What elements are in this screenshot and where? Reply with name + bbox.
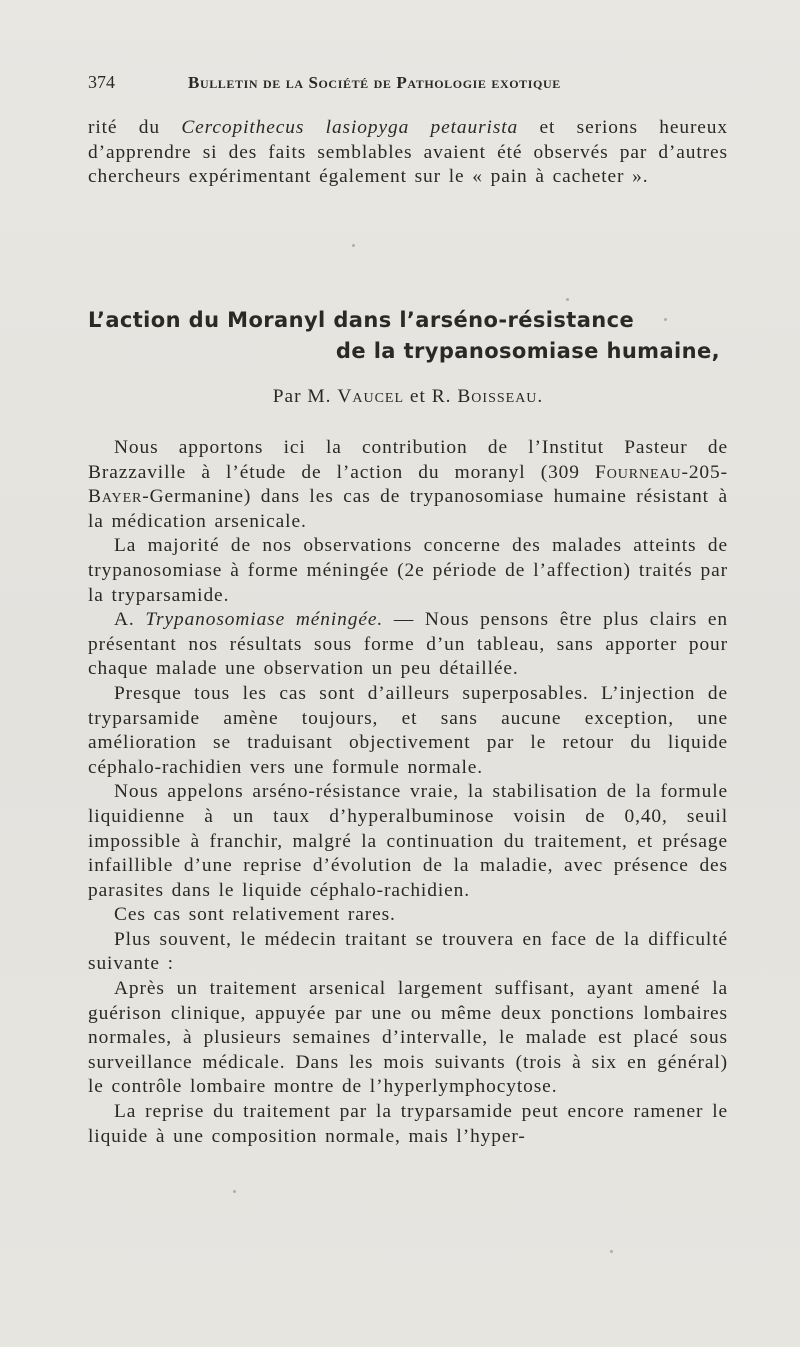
paragraph-7: Plus souvent, le médecin traitant se trouvera en face de la difficulté suivante : [88,928,728,975]
article-body [88,436,728,1149]
page-number: 374 [88,72,115,92]
byline: Par M. Vaucel et R. Boisseau. [272,386,544,407]
paragraph-2: La majorité de nos observations concerne des malades atteints de trypanosomiase à forme méningée (2e période de l’affection) traités par la tryparsamide. [88,535,728,606]
section-heading-meningee: Trypanosomiase méningée. [145,609,384,631]
paragraph-4: Presque tous les cas sont d’ailleurs superposables. L’injection de tryparsamide amène toujours, et sans aucune exception, une amélioration se traduisant objectivement par le retour du liquide céphalo-rachidien vers une formule normale. [88,682,728,778]
paragraph-1: Nous apportons ici la contribution de l’Institut Pasteur de Brazzaville à l’étude de l’action du moranyl (309 Fourneau-205-Bayer-Germanine) dans les cas de trypanosomiase humaine résistant à la médication arsenicale. [88,437,728,532]
author-boisseau: Boisseau [457,386,538,407]
paper-speck [566,298,569,301]
paper-speck [664,318,667,321]
paper-speck [233,1190,236,1193]
paper-speck [610,1250,613,1253]
article-title [88,305,728,367]
paragraph-5: Nous appelons arséno-résistance vraie, la stabilisation de la formule liquidienne à un taux d’hyperalbuminose voisin de 0,40, seuil impossible à franchir, malgré la continuation du traitement, et présage infaillible d’une reprise d’évolution de la maladie, avec présence des parasites dans le liquide céphalo-rachidien. [88,781,728,901]
author-vaucel: Vaucel [337,386,405,407]
article-title-line-1: L’action du Moranyl dans l’arséno-résistance [88,308,635,332]
previous-article-ending [88,116,728,190]
paragraph-9: La reprise du traitement par la tryparsamide peut encore ramener le liquide à une composition normale, mais l’hyper- [88,1101,728,1147]
species-name: Cercopithecus lasiopyga petaurista [181,117,519,138]
paper-speck [352,244,355,247]
paragraph-3: A. Trypanosomiase méningée. — Nous pensons être plus clairs en présentant nos résultats sous forme d’un tableau, sans apporter pour chaque malade une observation un peu détaillée. [88,609,729,680]
running-title: Bulletin de la Société de Pathologie exotique [188,73,561,92]
article-title-line-2: de la trypanosomiase humaine, [335,339,720,363]
paragraph-6: Ces cas sont relativement rares. [114,904,396,926]
continuation-paragraph: rité du Cercopithecus lasiopyga petaurista et serions heureux d’apprendre si des faits semblables avaient été observés par d’autres chercheurs expérimentant également sur le « pain à cacheter ». [88,117,728,188]
paragraph-8: Après un traitement arsenical largement suffisant, ayant amené la guérison clinique, appuyée par une ou même deux ponctions lombaires normales, à plusieurs semaines d’intervalle, le malade est placé sous surveillance médicale. Dans les mois suivants (trois à six en général) le contrôle lombaire montre de l’hyperlymphocytose. [88,978,728,1098]
page-header [88,72,728,98]
